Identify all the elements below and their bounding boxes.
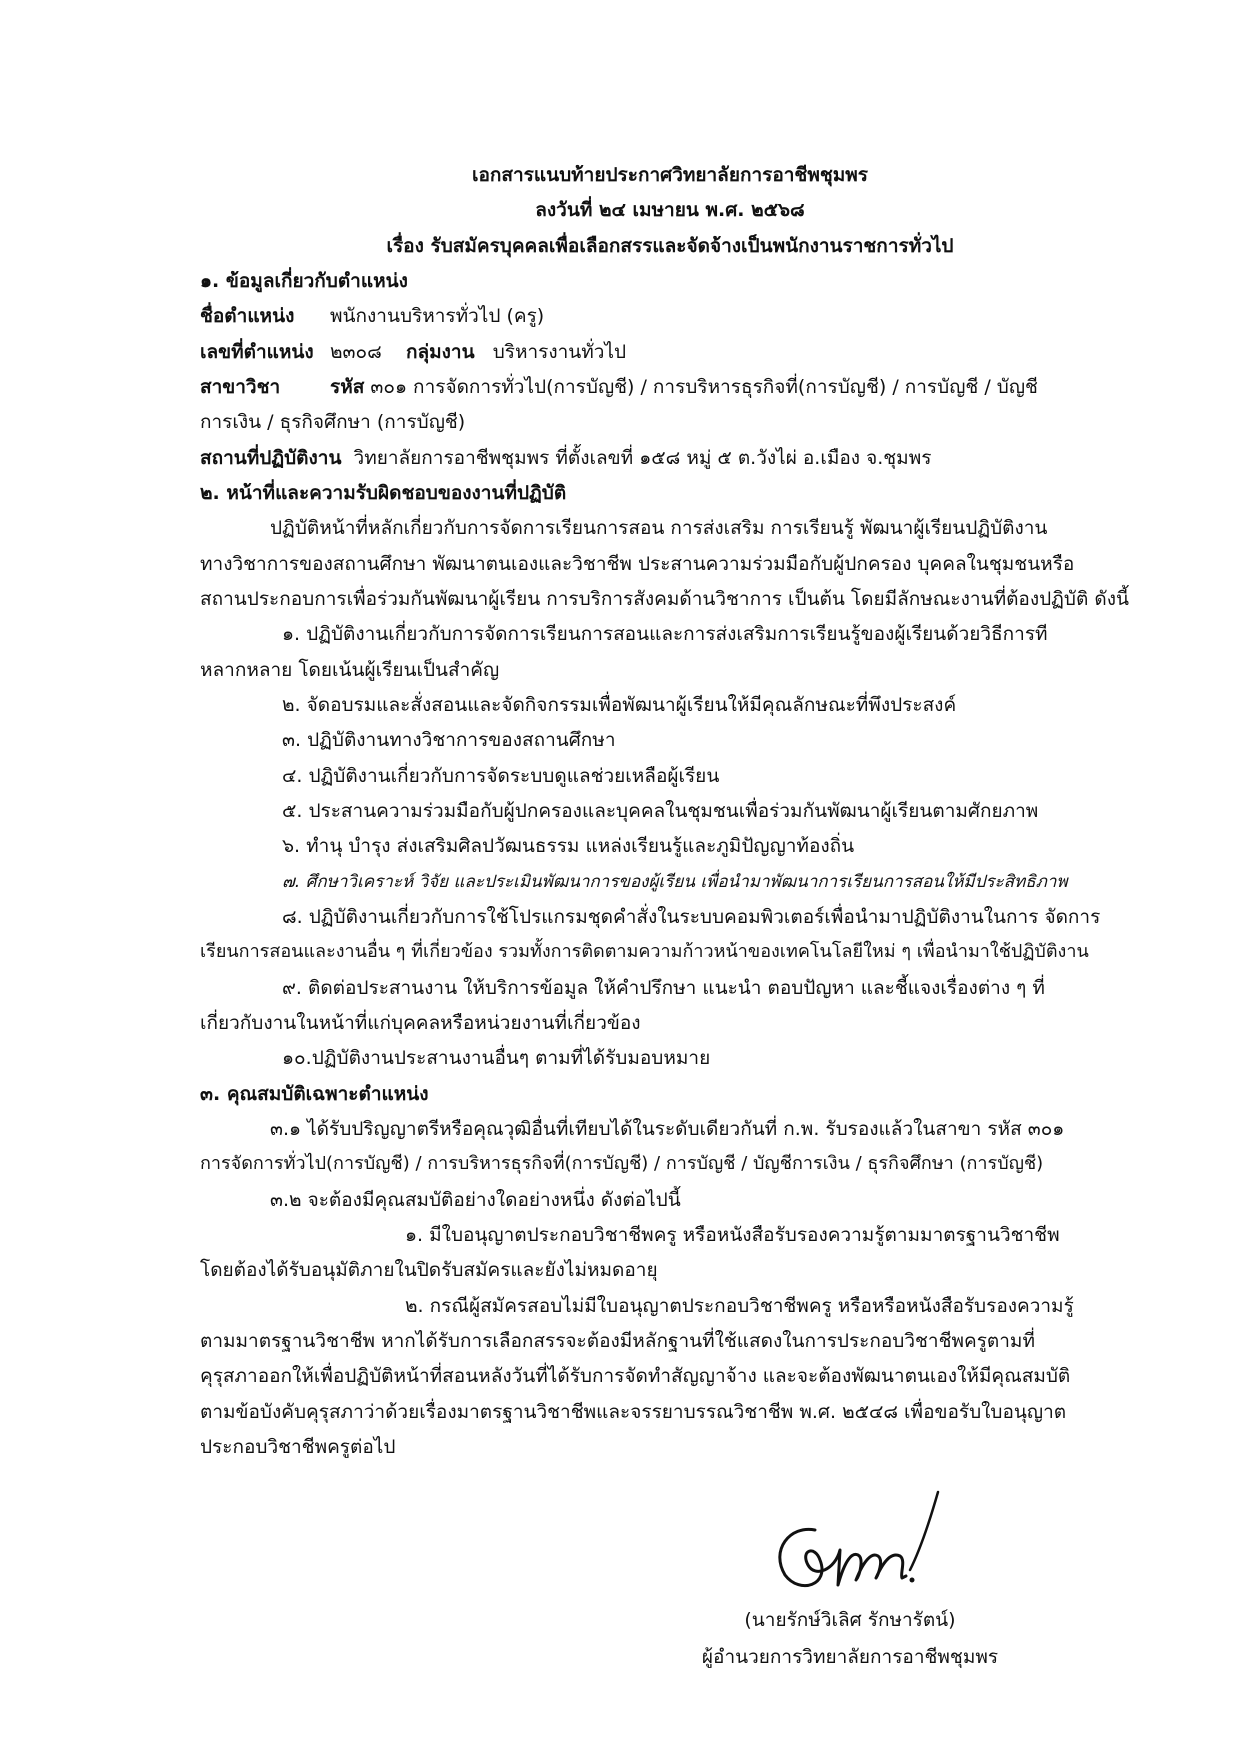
duty-item-8-cont: เรียนการสอนและงานอื่น ๆ ที่เกี่ยวข้อง รวมทั้งการติดตามความก้าวหน้าของเทคโนโลยีใหม่ ๆ เพื่อนำมาใช้ปฏิบัติงาน xyxy=(200,941,1089,962)
duty-item-1-cont: หลากหลาย โดยเน้นผู้เรียนเป็นสำคัญ xyxy=(200,659,500,681)
duty-item-9-cont: เกี่ยวกับงานในหน้าที่แก่บุคคลหรือหน่วยงานที่เกี่ยวข้อง xyxy=(200,1012,641,1034)
document-title: เอกสารแนบท้ายประกาศวิทยาลัยการอาชีพชุมพร xyxy=(471,164,868,186)
field-label: สาขาวิชา xyxy=(200,376,281,398)
duty-item-6: ๖. ทำนุ บำรุง ส่งเสริมศิลปวัฒนธรรม แหล่งเรียนรู้และภูมิปัญญาท้องถิ่น xyxy=(282,835,855,857)
qualification-3-1-cont: การจัดการทั่วไป(การบัญชี) / การบริหารธุรกิจที่(การบัญชี) / การบัญชี / บัญชีการเงิน / ธุรกิจศึกษา (การบัญชี) xyxy=(200,1153,1044,1174)
duty-item-4: ๔. ปฏิบัติงานเกี่ยวกับการจัดระบบดูแลช่วยเหลือผู้เรียน xyxy=(282,765,720,787)
position-number-row xyxy=(200,335,1140,369)
duties-intro: ปฏิบัติหน้าที่หลักเกี่ยวกับการจัดการเรียนการสอน การส่งเสริม การเรียนรู้ พัฒนาผู้เรียนปฏิบัติงาน xyxy=(270,517,1048,539)
position-value: พนักงานบริหารทั่วไป (ครู) xyxy=(330,305,545,327)
qualification-sub-2-cont: ประกอบวิชาชีพครูต่อไป xyxy=(200,1436,396,1458)
duty-item-8: ๘. ปฏิบัติงานเกี่ยวกับการใช้โปรแกรมชุดคำสั่งในระบบคอมพิวเตอร์เพื่อนำมาปฏิบัติงานในการ จัดการ xyxy=(282,906,1101,928)
qualification-sub-1: ๑. มีใบอนุญาตประกอบวิชาชีพครู หรือหนังสือรับรองความรู้ตามมาตรฐานวิชาชีพ xyxy=(405,1224,1060,1246)
document-subject: เรื่อง รับสมัครบุคคลเพื่อเลือกสรรและจัดจ้างเป็นพนักงานราชการทั่วไป xyxy=(386,235,954,257)
duty-item-7: ๗. ศึกษาวิเคราะห์ วิจัย และประเมินพัฒนาการของผู้เรียน เพื่อนำมาพัฒนาการเรียนการสอนให้มีประสิทธิภาพ xyxy=(282,872,1068,892)
section1-heading: ๑. ข้อมูลเกี่ยวกับตำแหน่ง xyxy=(200,270,408,292)
document-date: ลงวันที่ ๒๔ เมษายน พ.ศ. ๒๕๖๘ xyxy=(535,199,805,221)
field-value: ๓๐๑ การจัดการทั่วไป(การบัญชี) / การบริหารธุรกิจที่(การบัญชี) / การบัญชี / บัญชี xyxy=(370,376,1038,398)
position-label: ชื่อตำแหน่ง xyxy=(200,305,295,327)
workplace-row xyxy=(200,441,1140,475)
group-label: กลุ่มงาน xyxy=(405,341,475,363)
field-value-cont: การเงิน / ธุรกิจศึกษา (การบัญชี) xyxy=(200,411,466,433)
duties-intro-cont: ทางวิชาการของสถานศึกษา พัฒนาตนเองและวิชาชีพ ประสานความร่วมมือกับผู้ปกครอง บุคคลในชุมชนหรือ xyxy=(200,553,1075,575)
duties-intro-cont: สถานประกอบการเพื่อร่วมกันพัฒนาผู้เรียน การบริการสังคมด้านวิชาการ เป็นต้น โดยมีลักษณะงานที่ต้องปฏิบัติ ดังนี้ xyxy=(200,588,1129,610)
qualification-3-1: ๓.๑ ได้รับปริญญาตรีหรือคุณวุฒิอื่นที่เทียบได้ในระดับเดียวกันที่ ก.พ. รับรองแล้วในสาขา รหัส ๓๐๑ xyxy=(270,1118,1065,1140)
duty-item-5: ๕. ประสานความร่วมมือกับผู้ปกครองและบุคคลในชุมชนเพื่อร่วมกันพัฒนาผู้เรียนตามศักยภาพ xyxy=(282,800,1039,822)
group-value: บริหารงานทั่วไป xyxy=(492,341,627,363)
number-value: ๒๓๐๘ xyxy=(330,341,382,363)
place-label: สถานที่ปฏิบัติงาน xyxy=(200,447,342,469)
qualification-sub-2-cont: คุรุสภาออกให้เพื่อปฏิบัติหน้าที่สอนหลังวันที่ได้รับการจัดทำสัญญาจ้าง และจะต้องพัฒนาตนเองให้มีคุณสมบัติ xyxy=(200,1365,1071,1387)
duty-item-3: ๓. ปฏิบัติงานทางวิชาการของสถานศึกษา xyxy=(282,729,616,751)
duty-item-1: ๑. ปฏิบัติงานเกี่ยวกับการจัดการเรียนการสอนและการส่งเสริมการเรียนรู้ของผู้เรียนด้วยวิธีการที xyxy=(282,623,1048,645)
position-name-row xyxy=(200,299,1140,333)
number-label: เลขที่ตำแหน่ง xyxy=(200,341,314,363)
qualification-sub-1-cont: โดยต้องได้รับอนุมัติภายในปิดรับสมัครและยังไม่หมดอายุ xyxy=(200,1259,658,1281)
signatory-title: ผู้อำนวยการวิทยาลัยการอาชีพชุมพร xyxy=(701,1646,999,1668)
signature-image xyxy=(760,1490,960,1600)
signatory-name: (นายรักษ์วิเลิศ รักษารัตน์) xyxy=(744,1609,956,1631)
duty-item-9: ๙. ติดต่อประสานงาน ให้บริการข้อมูล ให้คำปรึกษา แนะนำ ตอบปัญหา และชี้แจงเรื่องต่าง ๆ ที่ xyxy=(282,977,1045,999)
qualification-sub-2: ๒. กรณีผู้สมัครสอบไม่มีใบอนุญาตประกอบวิชาชีพครู หรือหรือหนังสือรับรองความรู้ xyxy=(405,1295,1074,1317)
section3-heading: ๓. คุณสมบัติเฉพาะตำแหน่ง xyxy=(200,1083,429,1105)
field-row xyxy=(200,370,1140,404)
field-code-label: รหัส xyxy=(330,376,365,398)
qualification-3-2: ๓.๒ จะต้องมีคุณสมบัติอย่างใดอย่างหนึ่ง ดังต่อไปนี้ xyxy=(270,1189,681,1211)
duty-item-2: ๒. จัดอบรมและสั่งสอนและจัดกิจกรรมเพื่อพัฒนาผู้เรียนให้มีคุณลักษณะที่พึงประสงค์ xyxy=(282,694,957,716)
qualification-sub-2-cont: ตามมาตรฐานวิชาชีพ หากได้รับการเลือกสรรจะต้องมีหลักฐานที่ใช้แสดงในการประกอบวิชาชีพครูตามที่ xyxy=(200,1330,1035,1352)
section2-heading: ๒. หน้าที่และความรับผิดชอบของงานที่ปฏิบัติ xyxy=(200,482,567,504)
qualification-sub-2-cont: ตามข้อบังคับคุรุสภาว่าด้วยเรื่องมาตรฐานวิชาชีพและจรรยาบรรณวิชาชีพ พ.ศ. ๒๕๔๘ เพื่อขอรับใบอนุญาต xyxy=(200,1401,1067,1423)
duty-item-10: ๑๐.ปฏิบัติงานประสานงานอื่นๆ ตามที่ได้รับมอบหมาย xyxy=(282,1047,711,1069)
place-value: วิทยาลัยการอาชีพชุมพร ที่ตั้งเลขที่ ๑๕๘ หมู่ ๕ ต.วังไผ่ อ.เมือง จ.ชุมพร xyxy=(353,447,932,469)
